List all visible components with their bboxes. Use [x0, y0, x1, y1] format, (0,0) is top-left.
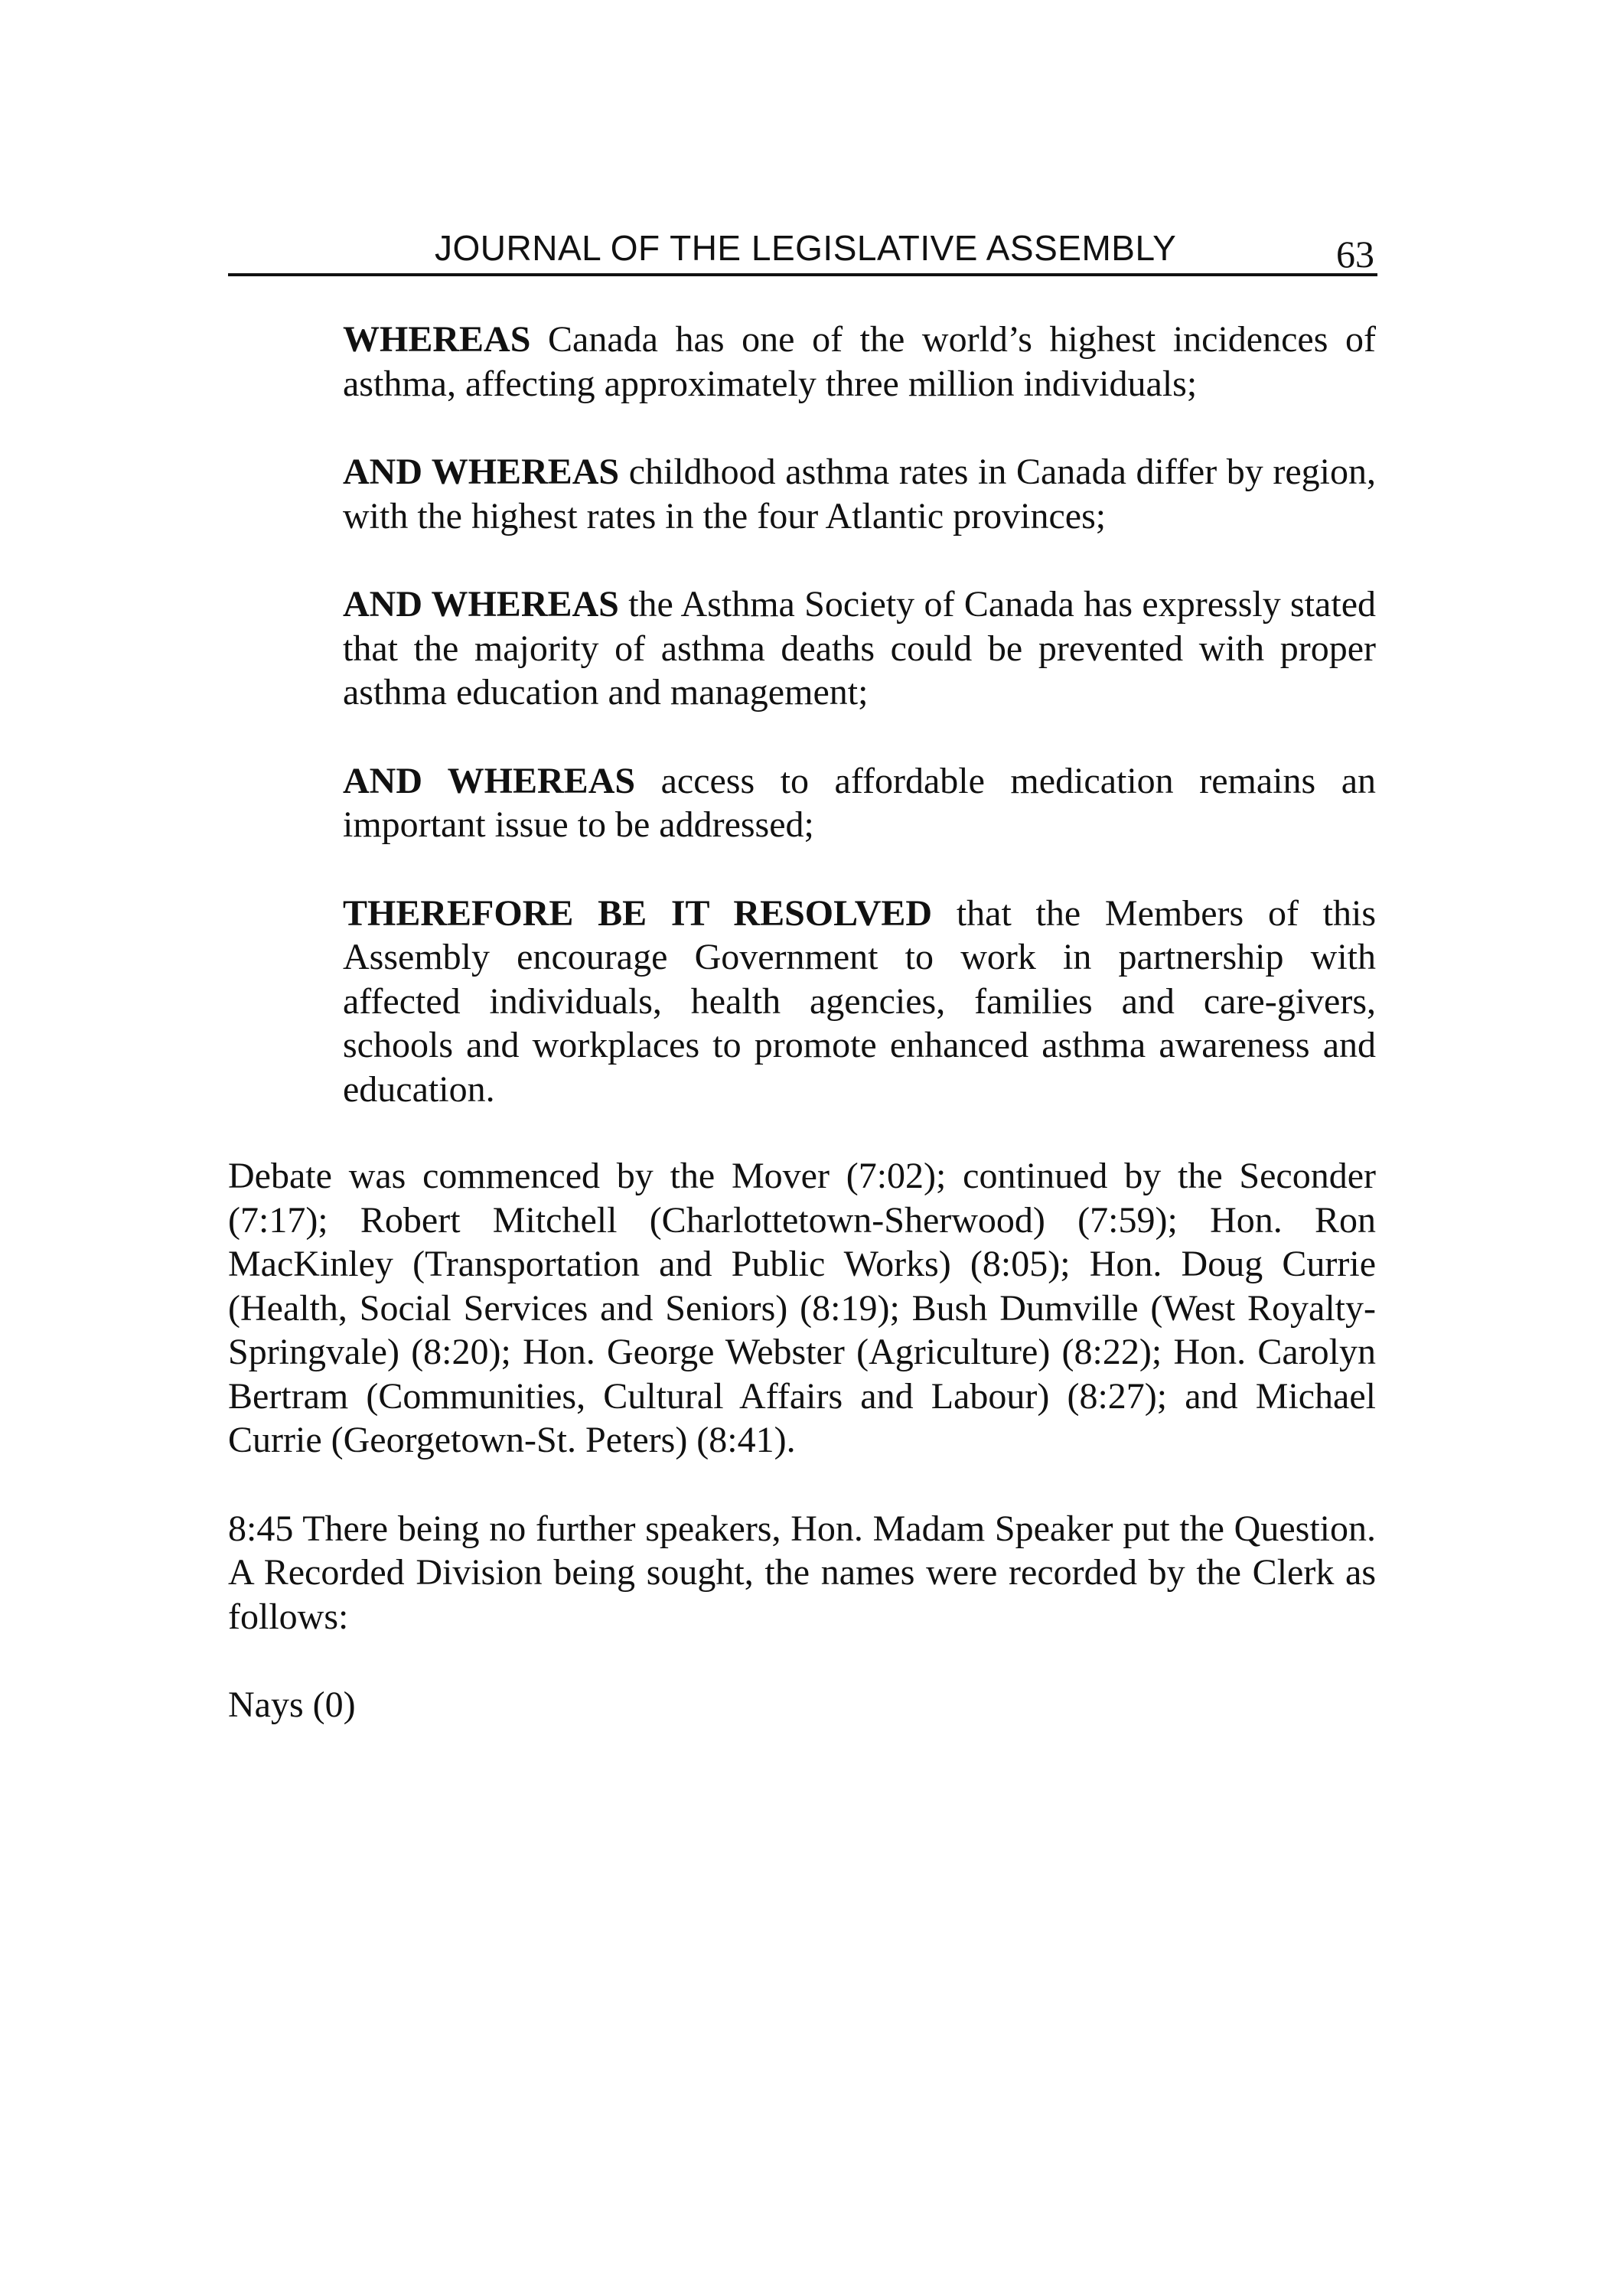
- body-text: [228, 1154, 1376, 1772]
- clause-lead: AND WHEREAS: [343, 584, 619, 625]
- resolution-clause: [343, 318, 1376, 406]
- nays-line: Nays (0): [228, 1684, 356, 1725]
- resolution-clause: [343, 582, 1376, 715]
- journal-title: JOURNAL OF THE LEGISLATIVE ASSEMBLY: [435, 228, 1177, 268]
- debate-paragraph: Debate was commenced by the Mover (7:02); continued by the Seconder (7:17); Robert Mitchell (Charlottetown-Sherwood) (7:59); Hon. Ron MacKinley (Transportation and Public Works) (8:05); Hon. Doug Currie (Health, Social Services and Seniors) (8:19); Bush Dumville (West Royalty-Springvale) (8:20); Hon. George Webster (Agriculture) (8:22); Hon. Carolyn Bertram (Communities, Cultural Affairs and Labour) (8:27); and Michael Currie (Georgetown-St. Peters) (8:41).: [228, 1156, 1376, 1460]
- clause-text: childhood asthma rates in Canada differ by region, with the highest rates in the four Atlantic provinces;: [343, 452, 1376, 536]
- clause-text: that the Members of this Assembly encourage Government to work in partnership with affected individuals, health agencies, families and care-givers, schools and workplaces to promote enhanced asthma awareness and education.: [343, 892, 1377, 1110]
- clause-text: access to affordable medication remains an important issue to be addressed;: [343, 760, 1376, 845]
- resolution-clause: [343, 892, 1376, 1112]
- clause-lead: AND WHEREAS: [343, 760, 636, 801]
- running-header: [228, 226, 1377, 276]
- resolution-clause: [343, 759, 1376, 847]
- question-paragraph: 8:45 There being no further speakers, Hon. Madam Speaker put the Question. A Recorded Division being sought, the names were recorded by the Clerk as follows:: [228, 1508, 1376, 1637]
- resolution-clause: [343, 450, 1376, 538]
- clause-text: Canada has one of the world’s highest incidences of asthma, affecting approximately three million individuals;: [343, 319, 1376, 404]
- clause-lead: THEREFORE BE IT RESOLVED: [343, 892, 933, 934]
- page-number: 63: [1336, 233, 1374, 276]
- clause-text: the Asthma Society of Canada has expressly stated that the majority of asthma deaths could be prevented with proper asthma education and management;: [343, 584, 1377, 713]
- resolution-block: [343, 318, 1376, 1156]
- clause-lead: WHEREAS: [343, 319, 531, 360]
- clause-lead: AND WHEREAS: [343, 452, 620, 492]
